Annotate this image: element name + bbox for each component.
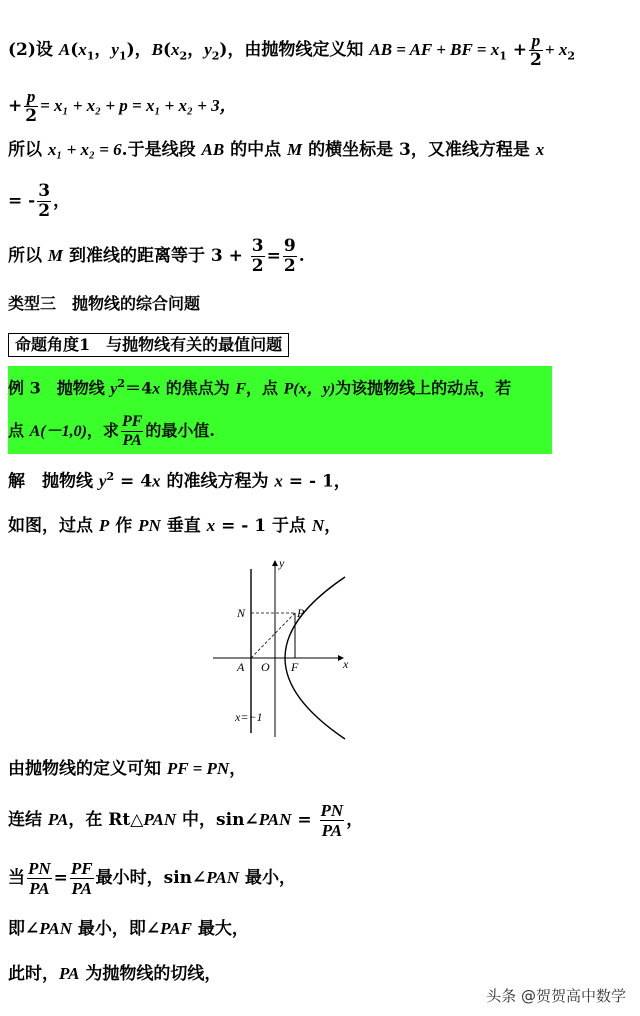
example-line-1: 例 3 抛物线 $y^2=4x$ 的焦点为 F，点 P(x，y)为该抛物线上的动点，若 — [8, 377, 512, 398]
label-directrix: x=−1 — [235, 710, 263, 724]
label-n: N — [237, 606, 246, 620]
section-heading: 类型三 抛物线的综合问题 — [8, 294, 201, 313]
parabola-figure — [205, 555, 355, 740]
text-line-4: = - $\frac{3}{2}$ ， — [8, 181, 71, 221]
label-p: P — [297, 606, 305, 620]
text-line-1: (2)设 $A(x_1$，$y_1$)，$B(x_2$，$y_2$)，由抛物线定义知 AB = AF + BF = $x_1$ + $\frac{p}{2}$ + $x_2$ — [8, 31, 575, 70]
solution-line-7: 此时，PA 为抛物线的切线， — [8, 964, 222, 984]
label-y: y — [279, 556, 285, 570]
label-f: F — [291, 660, 299, 674]
segment-ap — [251, 613, 295, 658]
fraction-pn-over-pa: $\frac{PN}{PA}$ — [28, 859, 51, 898]
fraction-pn-over-pa: $\frac{PN}{PA}$ — [320, 801, 344, 840]
solution-line-2: 如图，过点 P 作 PN 垂直 x = - 1 于点 N， — [8, 516, 342, 536]
fraction-3-over-2: $\frac{3}{2}$ — [38, 181, 51, 221]
text-line-3: 所以 x₁ + x₂ = 6.于是线段 AB 的中点 M 的横坐标是 3，又准线方程是 x — [8, 140, 545, 160]
solution-line-4: 连结 PA，在 Rt△PAN 中，sin∠PAN = $\frac{PN}{PA}$ ， — [8, 801, 364, 840]
label-o: O — [261, 660, 270, 674]
watermark: 头条 @贺贺高中数学 — [486, 987, 626, 1005]
topic-box: 命题角度1 与抛物线有关的最值问题 — [8, 333, 289, 357]
text-line-2: + $\frac{p}{2}$ = x₁ + x₂ + p = x₁ + x₂ + 3， — [8, 87, 237, 126]
solution-line-3: 由抛物线的定义可知 PF = PN， — [8, 759, 247, 779]
label-a: A — [237, 660, 245, 674]
solution-line-5: 当 $\frac{PN}{PA}$ = $\frac{PF}{PA}$ 最小时，sin∠PAN 最小， — [8, 859, 296, 898]
example-line-2: 点 A(－1,0)，求 $\frac{PF}{PA}$ 的最小值. — [8, 413, 215, 449]
fraction-p-over-2: $\frac{p}{2}$ — [25, 87, 38, 126]
fraction-pf-over-pa: $\frac{PF}{PA}$ — [70, 859, 93, 898]
fraction-p-over-2: $\frac{p}{2}$ — [530, 31, 542, 70]
solution-line-1: 解 抛物线 $y^2 = 4x$ 的准线方程为 x = - 1， — [8, 470, 351, 492]
label-x: x — [343, 657, 349, 671]
text-line-5: 所以 M 到准线的距离等于 3 + $\frac{3}{2}$ = $\frac{9}{2}$ . — [8, 236, 305, 276]
solution-line-6: 即∠PAN 最小，即∠PAF 最大， — [8, 919, 249, 939]
fraction-3-over-2: $\frac{3}{2}$ — [251, 236, 264, 276]
fraction-pf-over-pa: $\frac{PF}{PA}$ — [121, 413, 143, 449]
fraction-9-over-2: $\frac{9}{2}$ — [283, 236, 296, 276]
